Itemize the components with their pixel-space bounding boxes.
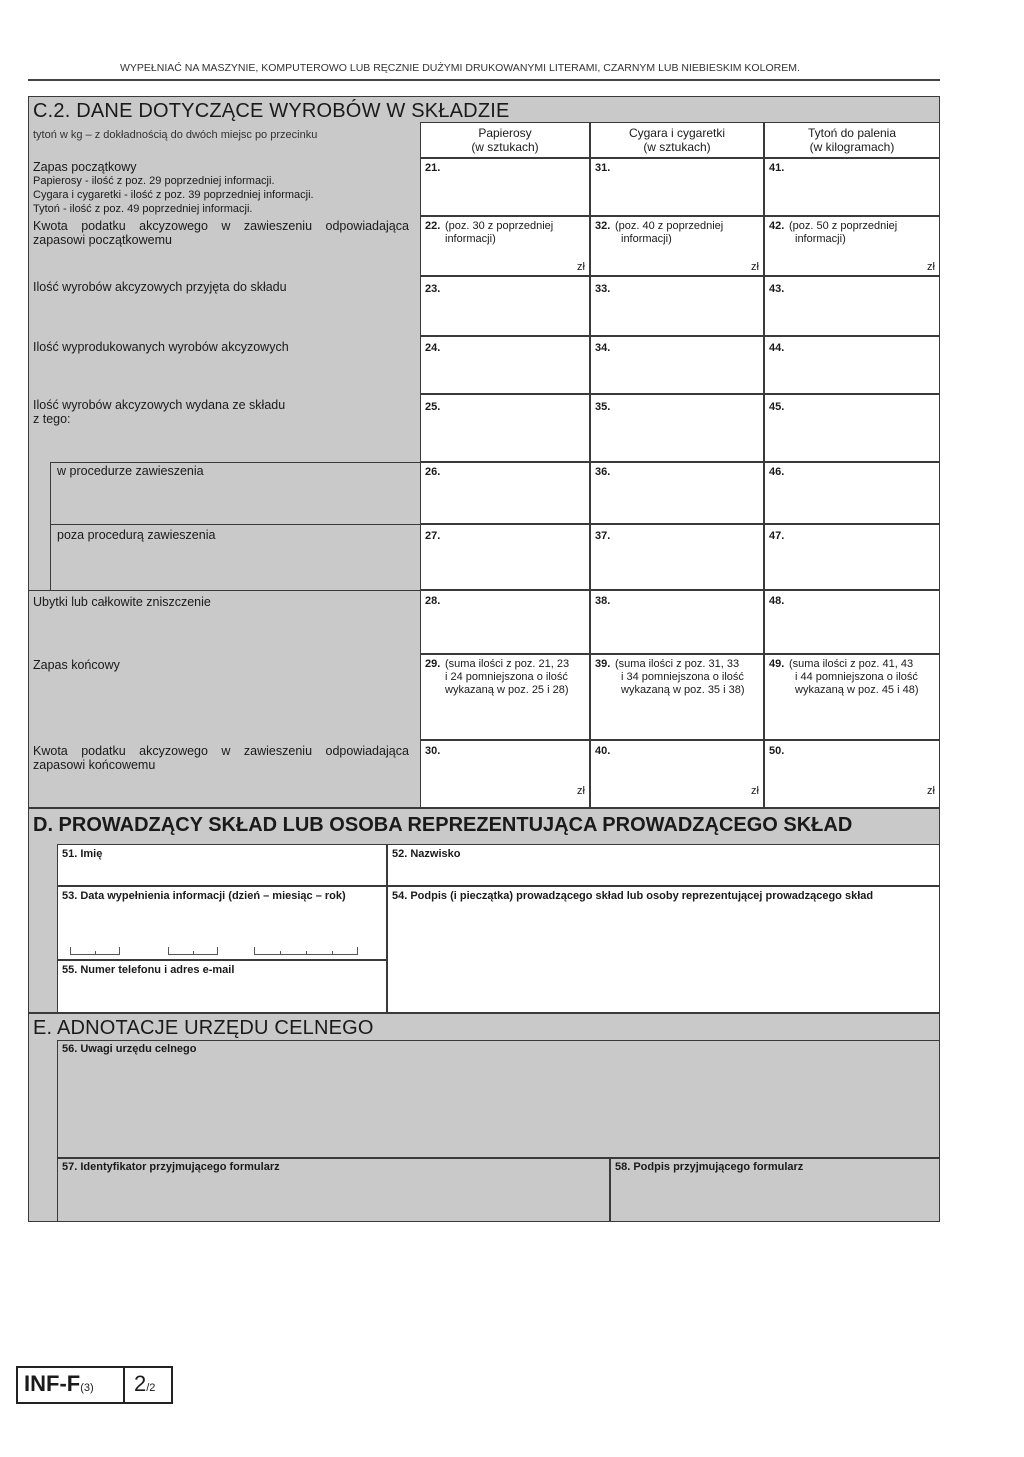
col-header-tyton: [764, 122, 940, 158]
row-divider: [28, 590, 420, 591]
field-number: 26.: [425, 466, 441, 478]
field-label: 58. Podpis przyjmującego formularz: [615, 1161, 804, 1173]
currency-zl: zł: [751, 785, 759, 797]
field-40[interactable]: [590, 740, 764, 808]
field-31[interactable]: [590, 158, 764, 216]
footer-divider: [123, 1368, 125, 1402]
field-49[interactable]: [764, 654, 940, 740]
field-29[interactable]: [420, 654, 590, 740]
page-current: 2: [134, 1371, 147, 1396]
row-sublabel: Cygara i cygaretki - ilość z poz. 39 poprzedniej informacji.: [33, 189, 314, 201]
form-version: (3): [80, 1382, 94, 1394]
field-label: 52. Nazwisko: [392, 848, 461, 860]
field-48[interactable]: [764, 590, 940, 654]
field-number: 42.: [769, 220, 785, 232]
field-hint: i 24 pomniejszona o ilość: [445, 671, 568, 683]
field-number: 46.: [769, 466, 785, 478]
field-hint: wykazaną w poz. 35 i 38): [621, 684, 745, 696]
col-header-papierosy: [420, 122, 590, 158]
field-hint: wykazaną w poz. 45 i 48): [795, 684, 919, 696]
row-label-ubytki: Ubytki lub całkowite zniszczenie: [33, 595, 211, 609]
field-52-nazwisko[interactable]: [387, 844, 940, 886]
field-hint: informacji): [445, 233, 496, 245]
col-header-unit: (w sztukach): [471, 140, 539, 154]
field-56-uwagi: [57, 1040, 940, 1158]
field-46[interactable]: [764, 462, 940, 524]
field-number: 43.: [769, 283, 785, 295]
currency-zl: zł: [927, 785, 935, 797]
field-42[interactable]: [764, 216, 940, 276]
page-total: /2: [146, 1382, 156, 1394]
field-number: 34.: [595, 342, 611, 354]
field-number: 50.: [769, 745, 785, 757]
field-39[interactable]: [590, 654, 764, 740]
field-number: 28.: [425, 595, 441, 607]
field-44[interactable]: [764, 336, 940, 394]
field-number: 29.: [425, 658, 441, 670]
field-36[interactable]: [590, 462, 764, 524]
field-32[interactable]: [590, 216, 764, 276]
col-header-unit: (w kilogramach): [809, 140, 895, 154]
row-divider: [50, 524, 420, 525]
field-hint: wykazaną w poz. 25 i 28): [445, 684, 569, 696]
field-number: 27.: [425, 530, 441, 542]
row-label-wydana-2: z tego:: [33, 412, 71, 426]
field-hint: (suma ilości z poz. 31, 33: [615, 658, 740, 670]
field-number: 47.: [769, 530, 785, 542]
field-number: 38.: [595, 595, 611, 607]
row-label-zapas-poczatkowy: Zapas początkowy: [33, 160, 137, 174]
field-number: 41.: [769, 162, 785, 174]
field-58-podpis-przyjmujacego: [610, 1158, 940, 1222]
field-47[interactable]: [764, 524, 940, 590]
date-day-boxes[interactable]: [70, 947, 120, 955]
field-24[interactable]: [420, 336, 590, 394]
row-divider: [50, 462, 420, 463]
field-35[interactable]: [590, 394, 764, 462]
field-number: 30.: [425, 745, 441, 757]
date-year-boxes[interactable]: [254, 947, 358, 955]
field-57-identyfikator: [57, 1158, 610, 1222]
field-number: 23.: [425, 283, 441, 295]
field-hint: (suma ilości z poz. 21, 23: [445, 658, 570, 670]
field-30[interactable]: [420, 740, 590, 808]
field-label: 51. Imię: [62, 848, 103, 860]
field-28[interactable]: [420, 590, 590, 654]
section-d-title: D. PROWADZĄCY SKŁAD LUB OSOBA REPREZENTUJĄCA PROWADZĄCEGO SKŁAD: [33, 814, 853, 836]
field-number: 24.: [425, 342, 441, 354]
form-code-text: INF-F: [24, 1371, 81, 1396]
field-label: 53. Data wypełnienia informacji (dzień – miesiąc – rok): [62, 890, 346, 902]
col-header-label: Cygara i cygaretki: [628, 126, 726, 140]
field-hint: informacji): [621, 233, 672, 245]
field-23[interactable]: [420, 276, 590, 336]
col-header-label: Tytoń do palenia: [807, 126, 897, 140]
field-number: 49.: [769, 658, 785, 670]
field-number: 31.: [595, 162, 611, 174]
field-43[interactable]: [764, 276, 940, 336]
col-header-label: Papierosy: [478, 126, 532, 140]
currency-zl: zł: [577, 785, 585, 797]
field-number: 21.: [425, 162, 441, 174]
digit-divider: [280, 951, 281, 955]
field-33[interactable]: [590, 276, 764, 336]
field-hint: i 44 pomniejszona o ilość: [795, 671, 918, 683]
row-label-poza-procedura: poza procedurą zawieszenia: [57, 528, 216, 542]
section-c2-title: C.2. DANE DOTYCZĄCE WYROBÓW W SKŁADZIE: [33, 100, 510, 122]
field-45[interactable]: [764, 394, 940, 462]
field-54-podpis[interactable]: [387, 886, 940, 1013]
precision-note: tytoń w kg – z dokładnością do dwóch miejsc po przecinku: [33, 129, 318, 141]
field-50[interactable]: [764, 740, 940, 808]
row-sublabel: Tytoń - ilość z poz. 49 poprzedniej informacji.: [33, 203, 253, 215]
field-number: 40.: [595, 745, 611, 757]
digit-divider: [306, 951, 307, 955]
form-code-box: [16, 1366, 173, 1404]
page-number: [134, 1371, 155, 1397]
field-38[interactable]: [590, 590, 764, 654]
row-label-wydana: Ilość wyrobów akcyzowych wydana ze składu: [33, 398, 286, 412]
field-hint: i 34 pomniejszona o ilość: [621, 671, 744, 683]
row-label-kwota-poczatkowa: Kwota podatku akcyzowego w zawieszeniu odpowiadająca: [33, 219, 409, 233]
field-number: 44.: [769, 342, 785, 354]
field-37[interactable]: [590, 524, 764, 590]
date-month-boxes[interactable]: [168, 947, 218, 955]
subgroup-bracket: [50, 462, 51, 590]
field-number: 36.: [595, 466, 611, 478]
field-25[interactable]: [420, 394, 590, 462]
row-label-zapas-koncowy: Zapas końcowy: [33, 658, 120, 672]
col-header-unit: (w sztukach): [643, 140, 711, 154]
field-number: 33.: [595, 283, 611, 295]
field-label: 55. Numer telefonu i adres e-mail: [62, 964, 235, 976]
field-55-telefon-email[interactable]: [57, 960, 387, 1013]
field-label: 57. Identyfikator przyjmującego formularz: [62, 1161, 280, 1173]
row-label-kwota-koncowa-2: zapasowi końcowemu: [33, 758, 156, 772]
field-number: 37.: [595, 530, 611, 542]
row-label-przyjeta: Ilość wyrobów akcyzowych przyjęta do składu: [33, 280, 287, 294]
digit-divider: [95, 951, 96, 955]
field-51-imie[interactable]: [57, 844, 387, 886]
row-label-w-procedurze: w procedurze zawieszenia: [57, 464, 204, 478]
section-e-title: E. ADNOTACJE URZĘDU CELNEGO: [33, 1017, 374, 1039]
field-number: 32.: [595, 220, 611, 232]
field-22[interactable]: [420, 216, 590, 276]
field-number: 39.: [595, 658, 611, 670]
field-number: 48.: [769, 595, 785, 607]
field-hint: informacji): [795, 233, 846, 245]
field-53-data[interactable]: [57, 886, 387, 960]
currency-zl: zł: [577, 261, 585, 273]
currency-zl: zł: [751, 261, 759, 273]
digit-divider: [193, 951, 194, 955]
row-label-kwota-koncowa: Kwota podatku akcyzowego w zawieszeniu odpowiadająca: [33, 744, 409, 758]
field-number: 25.: [425, 401, 441, 413]
field-hint: (poz. 40 z poprzedniej: [615, 220, 724, 232]
field-hint: (suma ilości z poz. 41, 43: [789, 658, 914, 670]
field-label: 54. Podpis (i pieczątka) prowadzącego skład lub osoby reprezentującej prowadzącego skład: [392, 890, 874, 902]
form-code: [24, 1371, 94, 1397]
field-hint: (poz. 30 z poprzedniej: [445, 220, 554, 232]
field-26[interactable]: [420, 462, 590, 524]
top-rule: [28, 79, 940, 81]
field-number: 22.: [425, 220, 441, 232]
fill-instruction: WYPEŁNIAĆ NA MASZYNIE, KOMPUTEROWO LUB RĘCZNIE DUŻYMI DRUKOWANYMI LITERAMI, CZARNYM LUB NIEBIESKIM KOLOREM.: [120, 62, 800, 74]
field-number: 35.: [595, 401, 611, 413]
field-number: 45.: [769, 401, 785, 413]
field-label: 56. Uwagi urzędu celnego: [62, 1043, 197, 1055]
col-header-cygara: [590, 122, 764, 158]
field-hint: (poz. 50 z poprzedniej: [789, 220, 898, 232]
currency-zl: zł: [927, 261, 935, 273]
field-41[interactable]: [764, 158, 940, 216]
field-27[interactable]: [420, 524, 590, 590]
row-label-kwota-poczatkowa-2: zapasowi początkowemu: [33, 233, 172, 247]
row-sublabel: Papierosy - ilość z poz. 29 poprzedniej informacji.: [33, 175, 275, 187]
field-21[interactable]: [420, 158, 590, 216]
row-label-wyprodukowanych: Ilość wyprodukowanych wyrobów akcyzowych: [33, 340, 289, 354]
field-34[interactable]: [590, 336, 764, 394]
digit-divider: [332, 951, 333, 955]
